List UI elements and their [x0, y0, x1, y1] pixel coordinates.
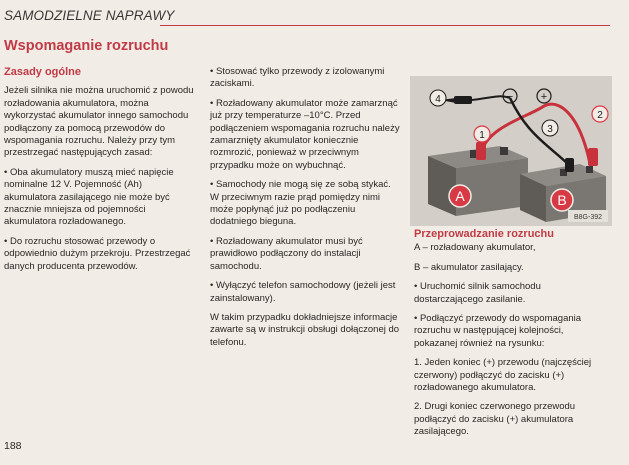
minus-label: − — [506, 91, 514, 103]
procedure-bullet-2: • Podłączyć przewody do wspomagania rozruchu w następującej kolejności, pokazanej również na rysunku: — [414, 313, 608, 350]
plus-label: + — [540, 91, 548, 103]
callout-2-label: 2 — [597, 110, 603, 121]
page-title: Wspomaganie rozruchu — [4, 38, 169, 54]
clamp-1-icon — [476, 142, 486, 160]
legend-a: A – rozładowany akumulator, — [414, 242, 536, 254]
jump-start-illustration — [410, 76, 612, 226]
procedure-heading: Przeprowadzanie rozruchu — [414, 228, 554, 240]
procedure-step-1: 1. Jeden koniec (+) przewodu (najczęściej czerwony) podłączyć do zacisku (+) rozładowanego akumulatora. — [414, 357, 592, 394]
procedure-step-2: 2. Drugi koniec czerwonego przewodu podłączyć do zacisku (+) akumulatora zasilającego. — [414, 401, 576, 438]
legend-b: B – akumulator zasilający. — [414, 261, 524, 273]
procedure-bullet-1: • Uruchomić silnik samochodu dostarczającego zasilanie. — [414, 281, 608, 306]
callout-4-label: 4 — [435, 94, 441, 105]
callout-1-label: 1 — [479, 130, 485, 141]
figure-code: B8G-392 — [573, 214, 603, 221]
column-procedure — [414, 228, 608, 446]
clamp-2-icon — [588, 148, 598, 166]
general-intro: Jeżeli silnika nie można uruchomić z powodu rozładowania akumulatora, można wykorzystać akumulator innego samochodu podłączony za pomocą przewodów do wspomagania rozruchu. Należy przy tym przestrzegać następujących zasad: — [4, 85, 194, 159]
page-number: 188 — [4, 440, 22, 452]
general-bullet-2: • Do rozruchu stosować przewody o odpowiednio dużym przekroju. Przestrzegać danych producenta przewodów. — [4, 236, 194, 273]
rules-bullet-5: • Wyłączyć telefon samochodowy (jeżeli jest zainstalowany). — [210, 280, 400, 305]
column-general — [4, 66, 194, 280]
clamp-3-icon — [565, 158, 574, 172]
battery-b-label: B — [557, 192, 567, 208]
rules-bullet-4: • Rozładowany akumulator musi być prawidłowo podłączony do instalacji samochodu. — [210, 236, 400, 273]
rules-bullet-2: • Rozładowany akumulator może zamarznąć już przy temperaturze –10°C. Przed podłączeniem wspomagania rozruchu należy zamarznięty akumulator koniecznie rozmrozić, ponieważ w przeciwnym przypadku może on wybuchnąć. — [210, 98, 400, 172]
rules-bullet-1: • Stosować tylko przewody z izolowanymi zaciskami. — [210, 66, 400, 91]
general-bullet-1: • Oba akumulatory muszą mieć napięcie nominalne 12 V. Pojemność (Ah) akumulatora zasilającego nie może być znacznie mniejsza od pojemności akumulatora rozładowanego. — [4, 167, 194, 229]
rules-note: W takim przypadku dokładniejsze informacje zawarte są w instrukcji obsługi dołączonej do telefonu. — [210, 311, 400, 348]
section-header: SAMODZIELNE NAPRAWY — [4, 8, 175, 23]
rules-bullet-3: • Samochody nie mogą się ze sobą stykać. W przeciwnym razie prąd pomiędzy nimi może popłynąć już po podłączeniu dodatniego bieguna. — [210, 179, 400, 229]
header-rule — [160, 25, 610, 26]
callout-3-label: 3 — [547, 124, 553, 135]
general-heading: Zasady ogólne — [4, 66, 82, 78]
column-rules — [210, 66, 400, 356]
jump-start-figure — [410, 76, 612, 226]
battery-a-label: A — [455, 188, 465, 204]
figure-legend — [414, 242, 608, 274]
